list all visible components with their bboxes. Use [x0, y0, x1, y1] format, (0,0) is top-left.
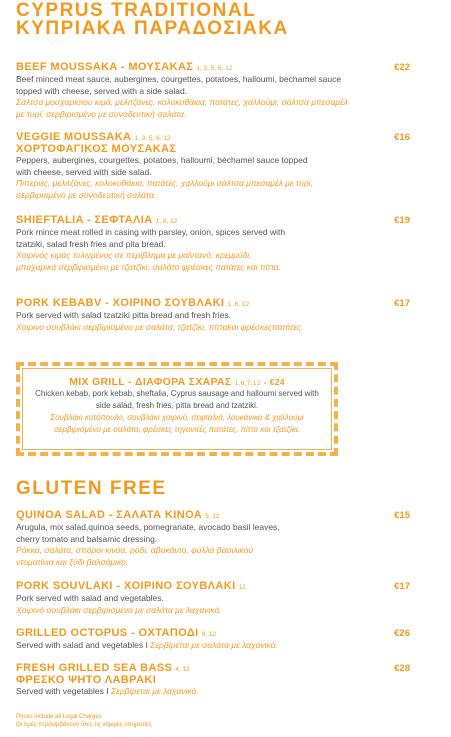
item-description: Served with vegetables I Σερβίρεται με λαχανικά. [16, 686, 199, 696]
item-description-greek: Σουβλάκι κοτόπουλο, σουβλάκι χοιρινό, σεφταλιά, λουκάνικο & χαλλούμι σερβιρισμένο με σαλάτα, φρέσκες τηγανιτές πατάτες, πίττα και τζατζίκι. [50, 413, 304, 434]
item-name: BEEF MOUSSAKA - ΜΟΥΣΑΚΑΣ 1, 3, 5, 6, 12 [16, 61, 233, 73]
item-description-greek: Χοιρινός κιμάς τυλιγμένος σε περίβλημα με μαϊντανό, κρεμμύδι, μπαχαρικά σερβιρισμένο με τζατζίκι, σαλάτα φρέσκες πατάτες και πίττα. [16, 250, 282, 272]
menu-item-pork-kebab [16, 298, 436, 333]
item-price: €28 [394, 663, 410, 674]
footnote-gr: Οι τιμές περιλαμβάνουν όλες τις νόμιμες υπηρεσίες [16, 722, 152, 728]
item-description-greek: Χοιρινο σουβλάκι σερβιρισμένο με σαλάτα, τζατζίκι, πίτταkαι φρέσκεςπατάτες. [16, 321, 304, 332]
item-description: Peppers, aubergines, courgettes, potatoes, halloumi, béchamel sauce topped with cheese, served with side salad. [16, 155, 308, 177]
section-title-gr: ΚΥΠΡΙΑΚΑ ΠΑΡΑΔΟΣΙΑΚΑ [16, 18, 289, 39]
mix-grill-box [16, 362, 338, 456]
menu-item-quinoa-salad [16, 510, 436, 568]
allergen-codes: 9, 12 [201, 631, 217, 638]
item-description: Pork served with salad tzatziki pitta bread and fresh fries. [16, 310, 231, 320]
allergen-codes: 1, 6, 12 [227, 301, 250, 308]
item-name: QUINOA SALAD - ΣΑΛΑΤΑ ΚΙΝΟΑ 5, 12 [16, 509, 220, 521]
item-name: SHIEFTALIA - ΣΕΦΤΑΛΙΑ 1, 6, 12 [16, 214, 178, 226]
item-description: Served with salad and vegetables I Σερβίρεται με σαλάτα με λαχανικά. [16, 640, 278, 650]
item-description-greek: Σερβίρεται με σαλάτα με λαχανικά. [150, 640, 278, 650]
footnote-en: Prices include all Legal Charges [16, 714, 102, 720]
item-price: €19 [394, 215, 410, 226]
menu-item-pork-souvlaki [16, 581, 436, 616]
item-description-greek: Σάλτσα μοσχαρίσιου κιμά, μελιτζάνες, κολοκυθάκια, πατάτες, χαλλούμι, σάλτσα μπεσαμέλ με τυρί, σερβιρισμένο με συνοδευτική σαλάτα. [16, 97, 348, 119]
item-name: PORK SOUVLAKI - ΧΟΙΡΙΝΟ ΣΟΥΒΛΑΚΙ 12 [16, 580, 246, 592]
menu-item-grilled-octopus [16, 628, 436, 652]
allergen-codes: 4, 12 [175, 666, 190, 673]
item-description: Beef minced meat sauce, aubergines, courgettes, potatoes, halloumi, bechamel sauce topped with cheese, served with a side salad. [16, 74, 342, 96]
allergen-codes: 5, 12 [205, 513, 220, 520]
menu-item-shieftalia [16, 215, 436, 273]
item-description: Arugula, mix salad,quinoa seeds, pomegranate, avocado basil leaves, cherry tomato and balsamic dressing. [16, 522, 280, 544]
item-price: €17 [394, 298, 410, 309]
item-name: VEGGIE MOUSSAKA 1, 3, 5, 6, 12 [16, 131, 171, 143]
item-price: €16 [394, 132, 410, 143]
allergen-codes: 12 [238, 584, 246, 591]
item-price: €17 [394, 581, 410, 592]
item-description: Pork mince meat rolled in casing with parsley, onion, spices served with tzatziki, salad fresh fries and pita bread. [16, 227, 286, 249]
section-title-gluten-free: GLUTEN FREE [16, 478, 167, 499]
allergen-codes: 1,6,7,12 [234, 380, 261, 387]
item-description-greek: Σερβίρεται με λαχανικά. [110, 686, 199, 696]
item-name: GRILLED OCTOPUS - ΟΧΤΑΠΟΔΙ 9, 12 [16, 627, 217, 639]
item-name: MIX GRILL - ΔΙΑΦΟΡΑ ΣΧΑΡΑΣ 1,6,7,12 - €24 [69, 376, 285, 388]
item-name-greek: ΧΟΡΤΟΦΑΓΙΚΟΣ ΜΟΥΣΑΚΑΣ [16, 143, 177, 155]
item-description-greek: Χοιρινό σουβλάκι σερβιρισμένο με σαλάτα με λαχανικά. [16, 604, 222, 615]
menu-item-veggie-moussaka [16, 132, 436, 201]
menu-item-sea-bass [16, 663, 436, 698]
item-description-greek: Πιπεριές, μελιτζάνες, κολοκυθάκια, πατάτες, χαλλούμι σάλτσα μπεσαμέλ με τυρί, σερβιρισμένο με συνοδευτική σαλάτα. [16, 178, 313, 200]
item-description: Pork served with salad and vegetables. [16, 593, 164, 603]
item-name: FRESH GRILLED SEA BASS 4, 12 [16, 662, 190, 674]
item-description-greek: Ρόκκα, σαλάτα, σπόροι κινόα, ρόδι, αβοκάντο, φύλλα βασιλικού ντοματίνια και ξύδι βαλσάμικο. [16, 545, 254, 567]
item-name: PORK KEBABV - ΧΟΙΡΙΝΟ ΣΟΥΒΛΑΚΙ 1, 6, 12 [16, 297, 250, 309]
allergen-codes: 1, 6, 12 [155, 218, 178, 225]
allergen-codes: 1, 3, 5, 6, 12 [196, 65, 233, 72]
section-cyprus-traditional [16, 2, 289, 38]
footnote [16, 713, 152, 729]
item-price: - €24 [263, 377, 285, 387]
item-name-greek: ΦΡΕΣΚΟ ΨΗΤΟ ΛΑΒΡΑΚΙ [16, 674, 157, 686]
menu-item-beef-moussaka [16, 62, 436, 120]
item-description: Chicken kebab, pork kebab, sheftalia, Cyprus sausage and halloumi served with side salad, fresh fries, pitta bread and tzatziki. [35, 389, 319, 410]
item-price: €26 [394, 628, 410, 639]
item-price: €15 [394, 510, 410, 521]
section-title-en: CYPRUS TRADITIONAL [16, 0, 257, 21]
item-price: €22 [394, 62, 410, 73]
allergen-codes: 1, 3, 5, 6, 12 [134, 135, 171, 142]
